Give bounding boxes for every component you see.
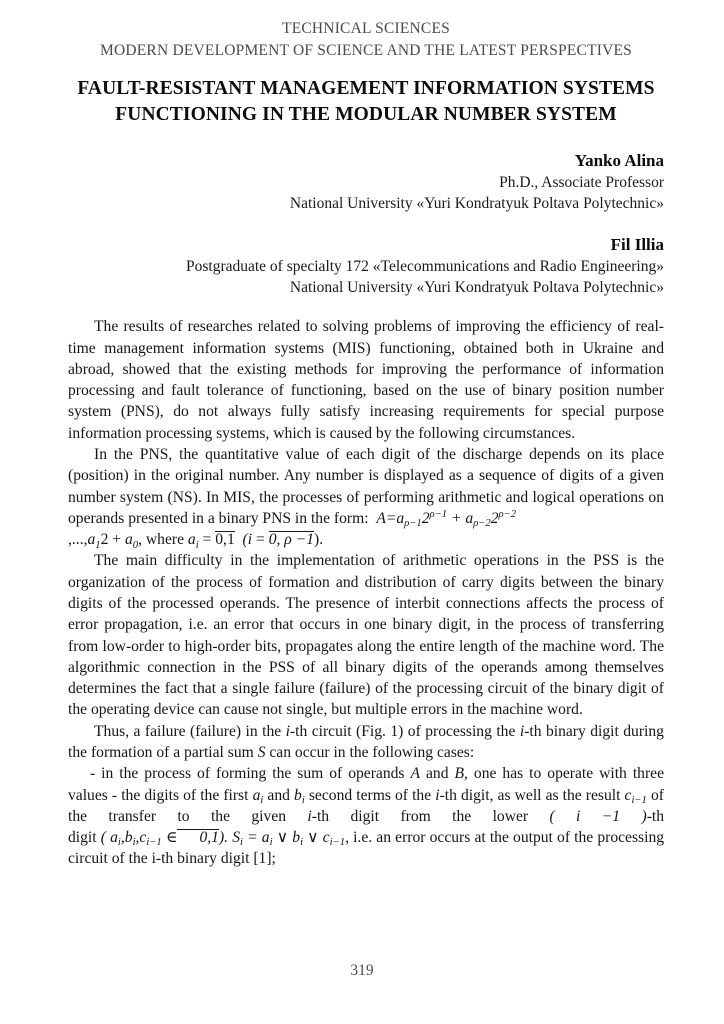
author-block-1 — [68, 150, 664, 214]
overline-range-i: 0, ρ −1 — [268, 531, 314, 549]
running-head-line-2: MODERN DEVELOPMENT OF SCIENCE AND THE LATEST PERSPECTIVES — [100, 42, 632, 59]
author-affiliation: National University «Yuri Kondratyuk Poltava Polytechnic» — [289, 195, 664, 213]
formula-binary-pns: $A=a_{\rho-1}2^{\rho-1} + a_{\rho-2}2^{\rho-2}$ — [376, 509, 517, 530]
overline-range-01: 0,1 — [215, 531, 235, 549]
author-role: Postgraduate of specialty 172 «Telecommunications and Radio Engineering» — [185, 258, 664, 276]
page-number: 319 — [350, 962, 374, 979]
author-block-2 — [68, 234, 664, 298]
formula-set-membership: ( $a_i,b_i,c_{i-1}$ ∈ 0,1). — [100, 829, 229, 849]
overline-range-01-set: 0,1 — [177, 829, 219, 846]
author-name: Fil Illia — [610, 235, 664, 255]
paragraph-3: The main difficulty in the implementation of arithmetic operations in the PSS is the organization of the process of formation and distribution of carry digits between the binary digits of the processed operands. The presence of interbit connections affects the process of error propagation, i.e. an error that occurs in one binary digit, in the process of transferring from low-order to high-order bits, propagates along the entire length of the machine word. The algorithmic connection in the PSS of all binary digits of the operands among themselves determines the fact that a single failure (failure) of the processing circuit of the binary digit of the operating device can cause not single, but multiple errors in the machine word. — [68, 552, 664, 719]
body-text — [68, 316, 664, 869]
author-name: Yanko Alina — [574, 150, 664, 170]
paragraph-2 — [68, 444, 664, 529]
formula-partial-sum: $S_i = a_i$ ∨ $b_i$ ∨ $c_{i-1}$ — [232, 829, 346, 849]
paragraph-1: The results of researches related to solving problems of improving the efficiency of real-time management information systems (MIS) functioning, obtained both in Ukraine and abroad, showed that the existing methods for improving the performance of information processing and fault tolerance of functioning, based on the use of binary position number system (PNS), do not always fully satisfy increasing requirements for special purpose information processing systems, which is caused by the following circumstances. — [68, 318, 664, 442]
paragraph-2-text: In the PNS, the quantitative value of each digit of the discharge depends on its place (position) in the original number. Any number is displayed as a sequence of digits of a given number system (NS). In MIS, the processes of performing arithmetic and logical operations on operands presented in a binary PNS in the form: — [68, 446, 664, 527]
paragraph-5: - in the process of forming the sum of operands A and B, one has to operate with three values - the digits of the first $a_i$ and $b_i$ second terms of the i-th digit, as well as the result $c_{i-1}$ of the transfer to the given i-th digit from the lower ( i −1 )-th digit ( $a_i,b_i,c_{i-1}$ ∈ 0,1). $S_i = a_i$ ∨ $b_i$ ∨ $c_{i-1}$, i.e. an error occurs at the output of the processing circuit of the i-th binary digit [1]; — [68, 765, 665, 868]
running-head-line-1: TECHNICAL SCIENCES — [282, 20, 450, 37]
page-title: FAULT-RESISTANT MANAGEMENT INFORMATION SYSTEMS FUNCTIONING IN THE MODULAR NUMBER SYSTEM — [77, 78, 655, 125]
running-head — [68, 18, 664, 62]
author-affiliation: National University «Yuri Kondratyuk Poltava Polytechnic» — [289, 279, 664, 297]
paragraph-4: Thus, a failure (failure) in the i-th circuit (Fig. 1) of processing the i-th binary digit during the formation of a partial sum S can occur in the following cases: — [68, 722, 664, 761]
author-role: Ph.D., Associate Professor — [499, 173, 664, 191]
paragraph-2-continuation: $,...,a_12 + a_0$, where $a_i = 0,1$ (i = 0, ρ −1). — [68, 531, 324, 551]
